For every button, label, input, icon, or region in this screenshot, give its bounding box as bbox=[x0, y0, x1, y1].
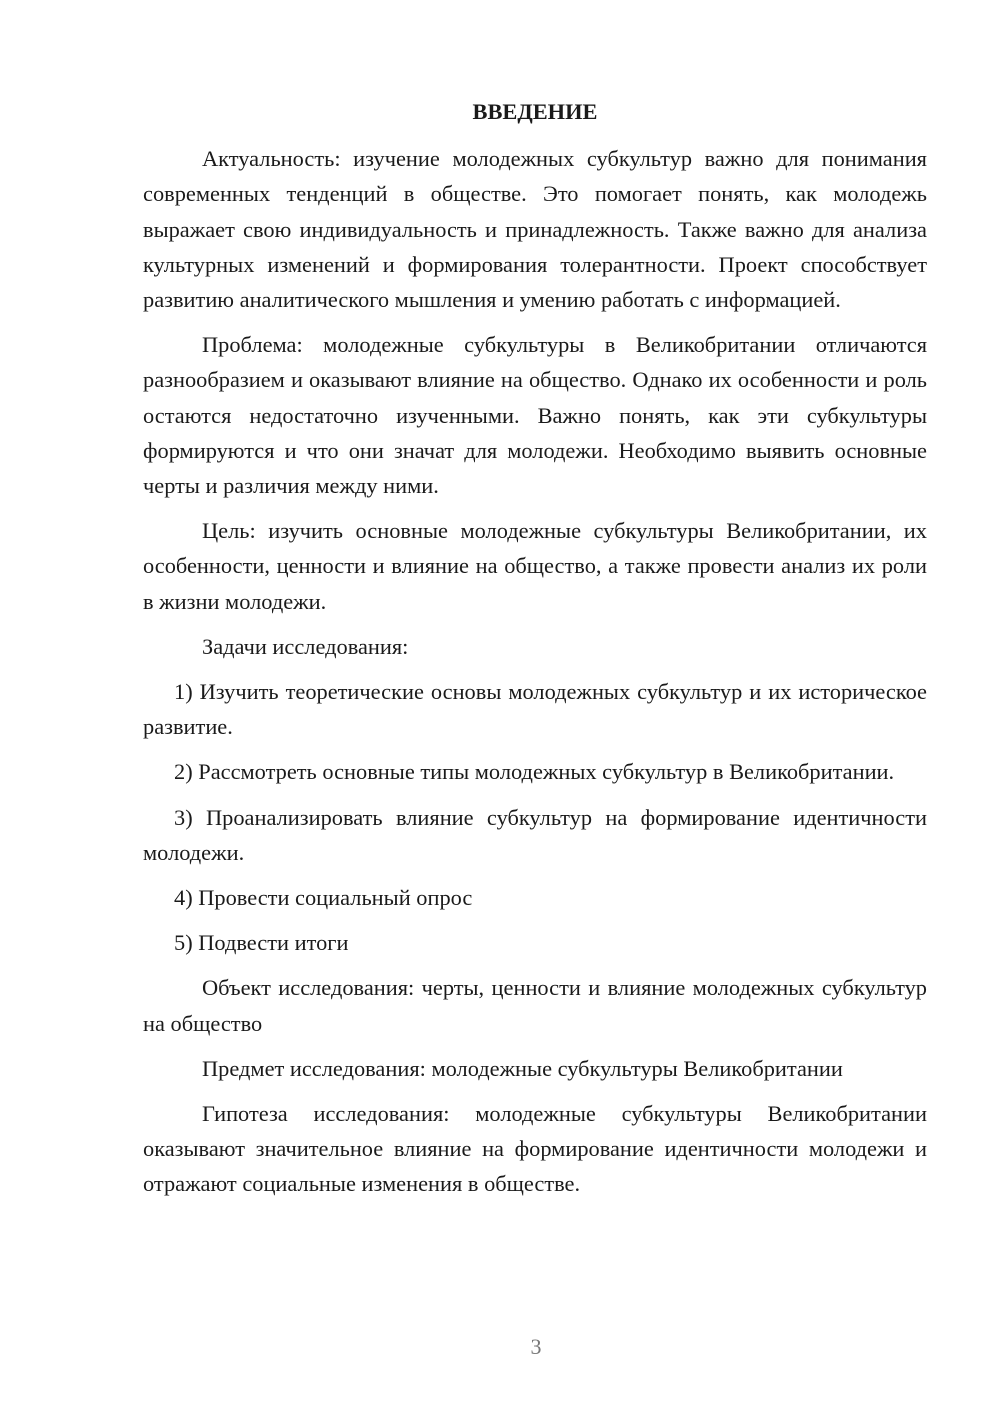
goal-paragraph: Цель: изучить основные молодежные субкультуры Великобритании, их особенности, ценности и влияние на общество, а также провести анализ их роли в жизни молодежи. bbox=[143, 518, 927, 614]
research-subject-paragraph: Предмет исследования: молодежные субкультуры Великобритании bbox=[202, 1055, 843, 1081]
task-item-4: 4) Провести социальный опрос bbox=[174, 885, 473, 911]
page-body bbox=[143, 94, 927, 1212]
relevance-paragraph: Актуальность: изучение молодежных субкультур важно для понимания современных тенденций в обществе. Это помогает понять, как молодежь выражает свою индивидуальность и принадлежность. Также важно для анализа культурных изменений и формирования толерантности. Проект способствует развитию аналитического мышления и умению работать с информацией. bbox=[143, 146, 927, 313]
page-title: ВВЕДЕНИЕ bbox=[472, 99, 598, 124]
hypothesis-paragraph: Гипотеза исследования: молодежные субкультуры Великобритании оказывают значительное влияние на формирование идентичности молодежи и отражают социальные изменения в обществе. bbox=[143, 1101, 927, 1197]
task-item-5: 5) Подвести итоги bbox=[174, 930, 349, 956]
task-item-1: 1) Изучить теоретические основы молодежных субкультур и их историческое развитие. bbox=[143, 679, 927, 740]
problem-paragraph: Проблема: молодежные субкультуры в Великобритании отличаются разнообразием и оказывают влияние на общество. Однако их особенности и роль остаются недостаточно изученными. Важно понять, как эти субкультуры формируются и что они значат для молодежи. Необходимо выявить основные черты и различия между ними. bbox=[143, 332, 927, 499]
page-number: 3 bbox=[530, 1334, 542, 1359]
task-item-2: 2) Рассмотреть основные типы молодежных субкультур в Великобритании. bbox=[174, 759, 895, 785]
tasks-heading: Задачи исследования: bbox=[202, 633, 409, 659]
task-item-3: 3) Проанализировать влияние субкультур на формирование идентичности молодежи. bbox=[143, 804, 927, 865]
research-object-paragraph: Объект исследования: черты, ценности и влияние молодежных субкультур на общество bbox=[143, 975, 927, 1036]
